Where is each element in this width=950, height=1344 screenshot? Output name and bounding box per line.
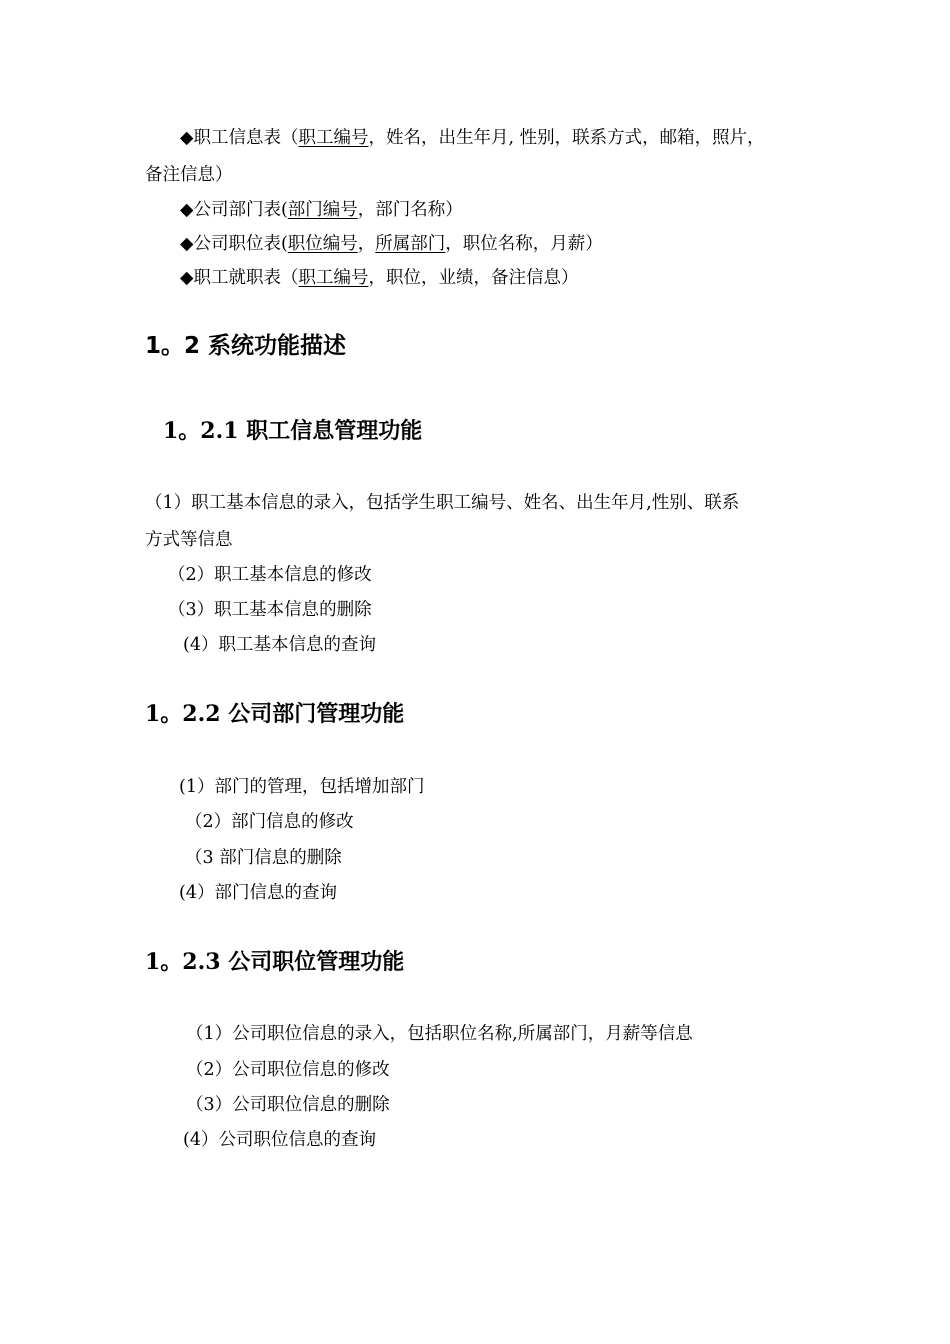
section-1-2-3-item: （1）公司职位信息的录入，包括职位名称,所属部门，月薪等信息 xyxy=(186,1024,693,1044)
position-table-line xyxy=(180,233,603,255)
section-1-2-1-item: (4）职工基本信息的查询 xyxy=(183,635,376,655)
section-1-2-1-title: 1。2.1 职工信息管理功能 xyxy=(163,418,423,444)
employee-table-rest: ，姓名，出生年月, 性别，联系方式，邮箱，照片， xyxy=(368,128,765,148)
section-1-2-3-item: (4）公司职位信息的查询 xyxy=(183,1130,376,1150)
section-1-2-1-item: （2）职工基本信息的修改 xyxy=(168,565,372,585)
section-1-2-2-title: 1。2.2 公司部门管理功能 xyxy=(145,701,405,727)
section-1-2-title: 1。2 系统功能描述 xyxy=(145,333,347,359)
department-table-line xyxy=(180,199,463,221)
position-table-key2: 所属部门 xyxy=(375,234,446,254)
assignment-table-rest: ，职位，业绩，备注信息） xyxy=(368,268,579,288)
employee-table-line xyxy=(180,127,765,149)
assignment-table-line xyxy=(180,267,578,289)
position-table-rest: ，职位名称，月薪） xyxy=(445,234,603,254)
section-1-2-3-item: （2）公司职位信息的修改 xyxy=(186,1060,390,1080)
section-1-2-2-item: (1）部门的管理，包括增加部门 xyxy=(179,777,425,797)
department-table-key: 部门编号 xyxy=(287,200,358,220)
department-table-rest: ，部门名称） xyxy=(357,200,463,220)
section-1-2-2-item: (4）部门信息的查询 xyxy=(179,883,337,903)
employee-table-lead: ◆职工信息表（ xyxy=(180,128,299,148)
section-1-2-1-item: （1）职工基本信息的录入，包括学生职工编号、姓名、出生年月,性别、联系 xyxy=(145,493,740,513)
position-table-lead: ◆公司职位表( xyxy=(180,234,288,254)
section-1-2-3-item: （3）公司职位信息的删除 xyxy=(186,1095,390,1115)
department-table-lead: ◆公司部门表( xyxy=(180,200,288,220)
position-table-key1: 职位编号 xyxy=(287,234,358,254)
employee-table-key: 职工编号 xyxy=(298,128,369,148)
section-1-2-1-item: （3）职工基本信息的删除 xyxy=(168,600,372,620)
section-1-2-2-item: （3 部门信息的删除 xyxy=(185,848,342,868)
assignment-table-lead: ◆职工就职表（ xyxy=(180,268,299,288)
section-1-2-1-item: 方式等信息 xyxy=(145,530,233,550)
assignment-table-key: 职工编号 xyxy=(298,268,369,288)
employee-table-cont: 备注信息） xyxy=(145,165,233,185)
section-1-2-3-title: 1。2.3 公司职位管理功能 xyxy=(145,949,405,975)
position-table-sep: ， xyxy=(357,234,376,254)
section-1-2-2-item: （2）部门信息的修改 xyxy=(185,812,354,832)
